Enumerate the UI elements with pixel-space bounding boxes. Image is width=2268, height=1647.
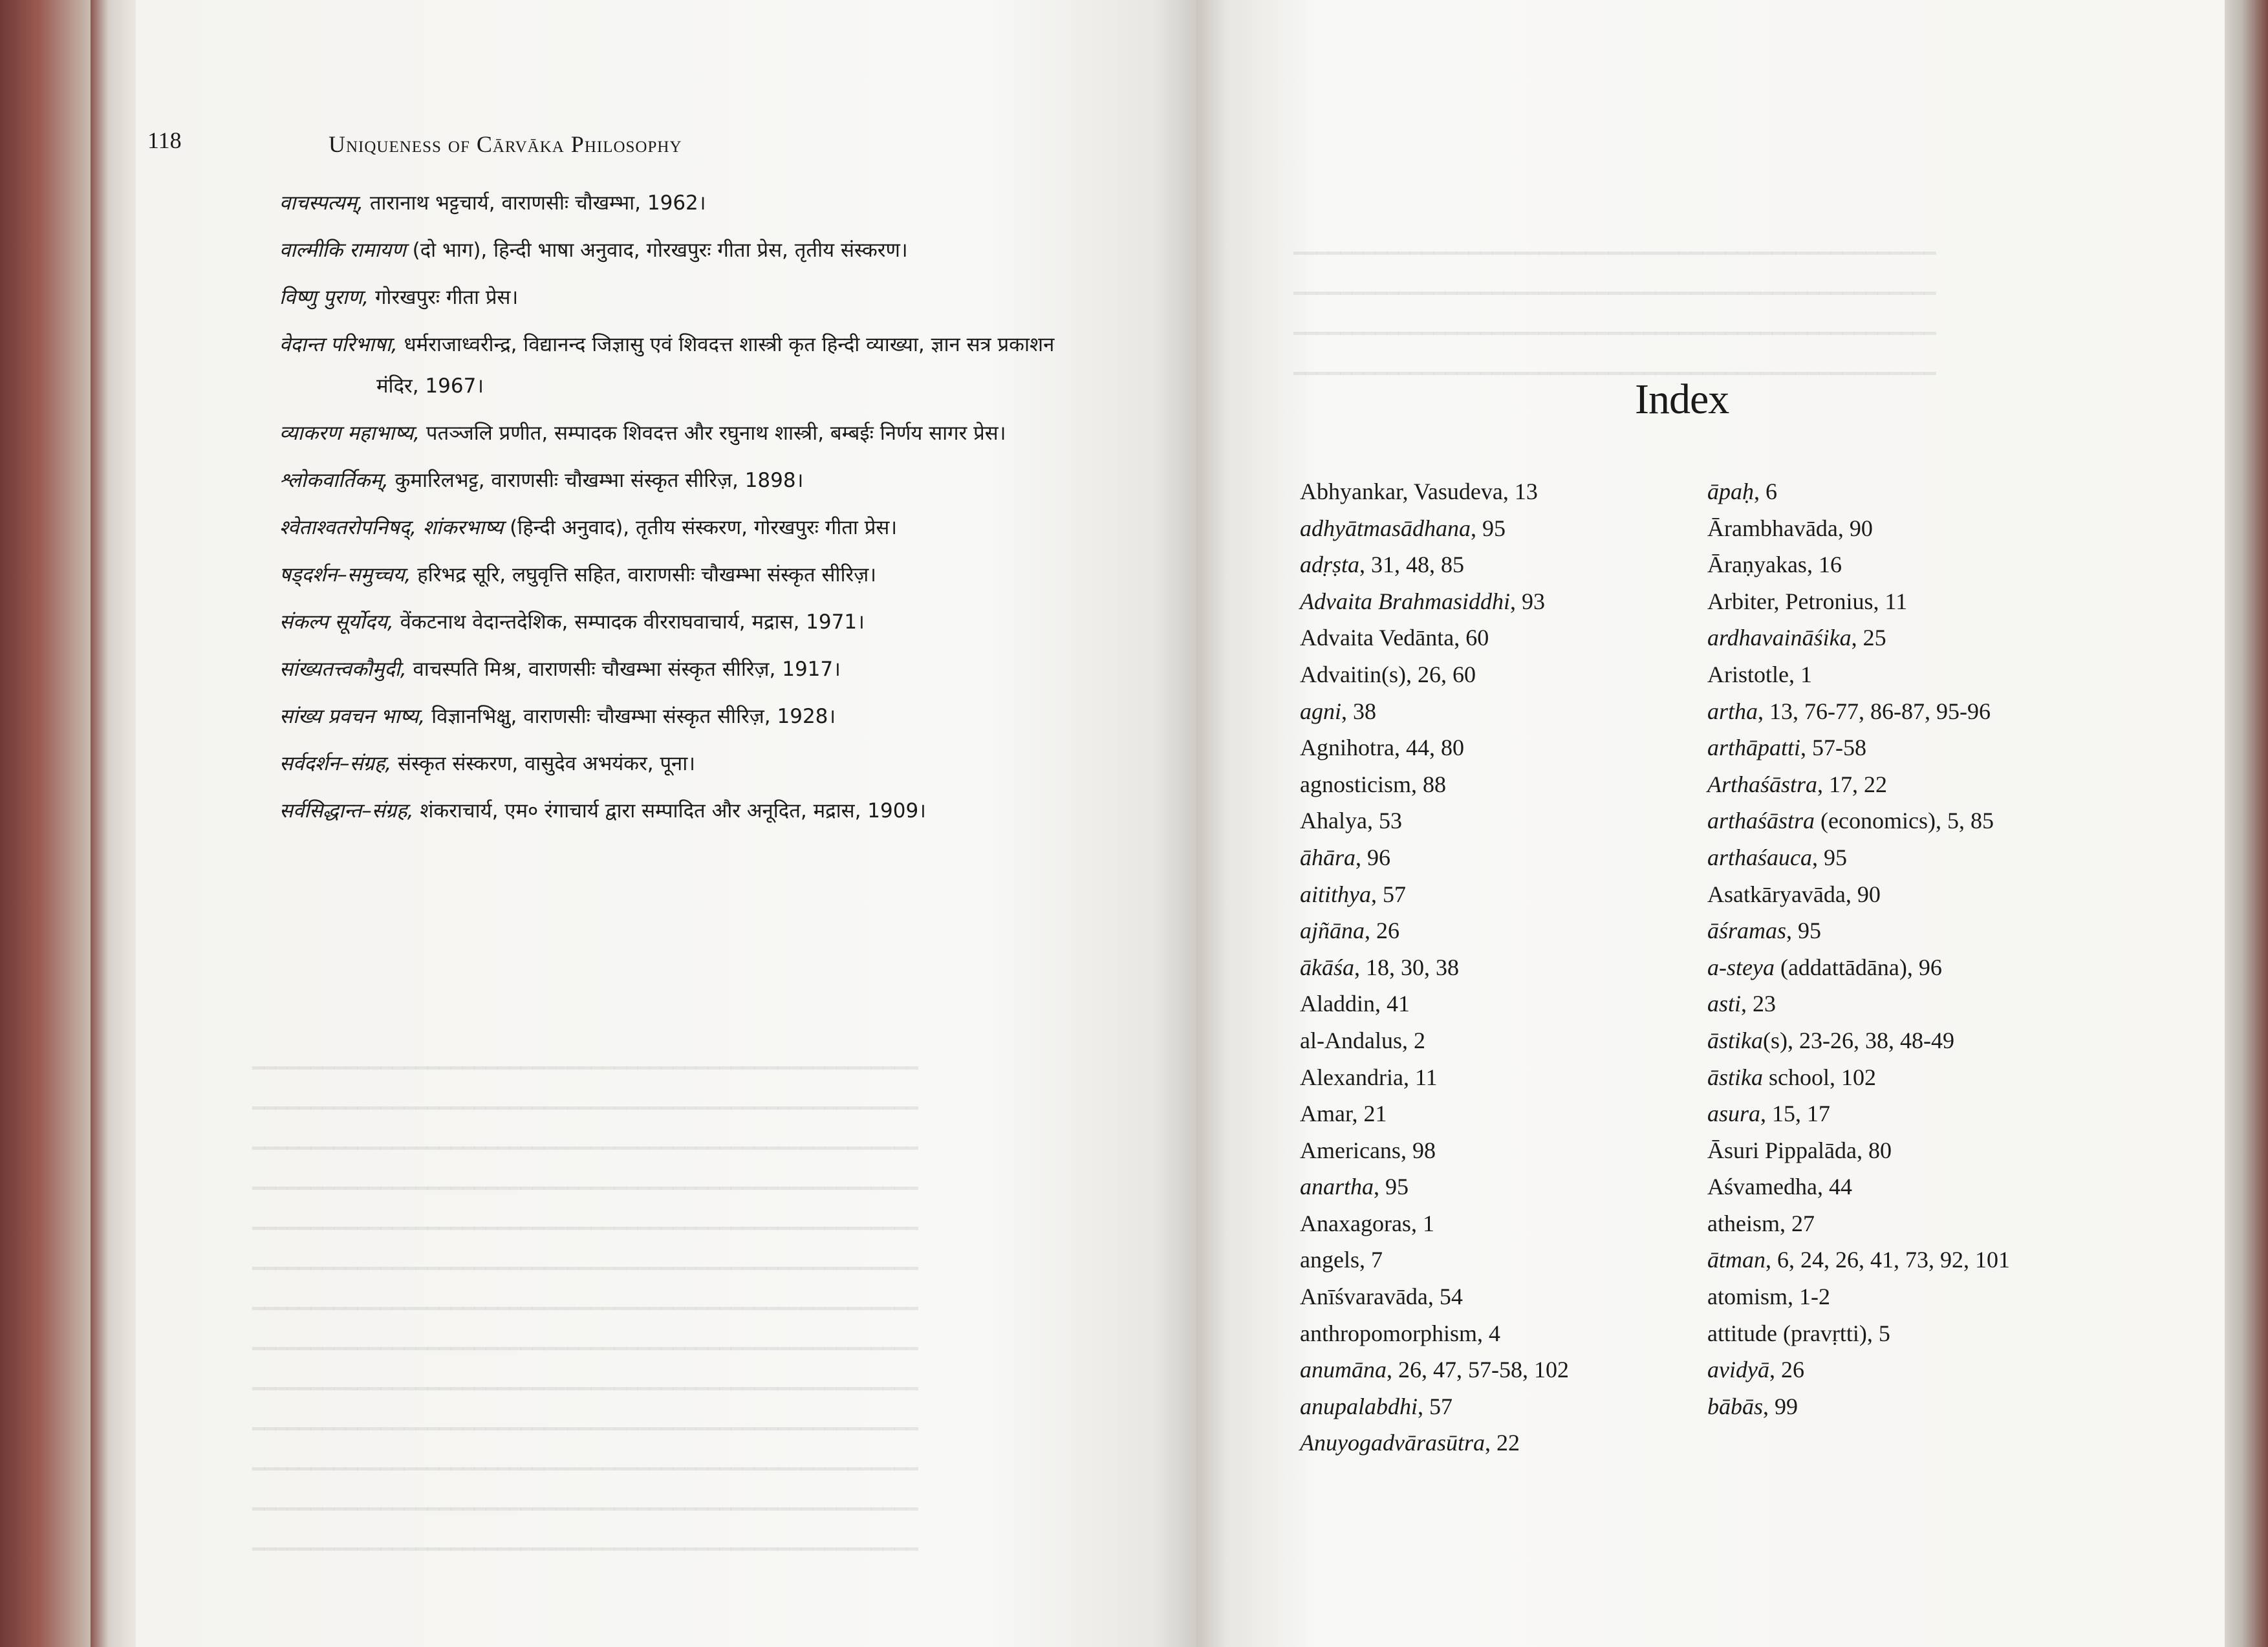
index-term: Ārambhavāda bbox=[1707, 515, 1838, 541]
bibliography-entry bbox=[279, 743, 1081, 784]
index-pages: , 95 bbox=[1374, 1174, 1409, 1200]
work-details: वाचस्पति मिश्र, वाराणसीः चौखम्भा संस्कृत सीरिज़, 1917। bbox=[406, 658, 841, 681]
index-entry bbox=[1300, 1242, 1675, 1278]
bibliography-entry bbox=[279, 413, 1081, 454]
index-term: āstika bbox=[1707, 1027, 1763, 1053]
index-entry bbox=[1300, 1205, 1675, 1242]
index-term: anupalabdhi bbox=[1300, 1393, 1418, 1419]
index-pages: , 22 bbox=[1484, 1430, 1520, 1456]
index-entry bbox=[1300, 766, 1675, 803]
index-term: Agnihotra bbox=[1300, 735, 1394, 761]
index-entry bbox=[1707, 546, 2173, 583]
work-details: हरिभद्र सूरि, लघुवृत्ति सहित, वाराणसीः चौखम्भा संस्कृत सीरिज़। bbox=[411, 563, 876, 587]
index-entry bbox=[1300, 1425, 1675, 1461]
bibliography-entry bbox=[279, 230, 1081, 271]
index-pages: , 1 bbox=[1788, 661, 1812, 687]
index-term: adhyātmasādhana bbox=[1300, 515, 1471, 541]
index-term: Advaitin(s) bbox=[1300, 661, 1406, 687]
index-term: ātman bbox=[1707, 1247, 1766, 1273]
index-entry bbox=[1707, 1242, 2173, 1278]
index-term: Ahalya bbox=[1300, 808, 1367, 834]
work-details: वेंकटनाथ वेदान्तदेशिक, सम्पादक वीरराघवाचार्य, मद्रास, 1971। bbox=[393, 610, 865, 634]
index-entry bbox=[1707, 693, 2173, 730]
index-pages: , 90 bbox=[1845, 881, 1881, 907]
index-pages: , 11 bbox=[1873, 588, 1908, 614]
index-entry bbox=[1300, 583, 1675, 620]
index-pages: , 18, 30, 38 bbox=[1354, 954, 1459, 980]
index-term: arthaśauca bbox=[1707, 844, 1812, 870]
index-pages: , 53 bbox=[1366, 808, 1402, 834]
index-entry bbox=[1300, 802, 1675, 839]
index-pages: , 96 bbox=[1355, 844, 1391, 870]
index-pages: , 98 bbox=[1400, 1137, 1436, 1163]
index-pages: , 41 bbox=[1374, 991, 1410, 1017]
index-entry bbox=[1300, 839, 1675, 876]
work-details: (दो भाग), हिन्दी भाषा अनुवाद, गोरखपुरः गीता प्रेस, तृतीय संस्करण। bbox=[405, 239, 908, 262]
index-column-2 bbox=[1707, 473, 2173, 1425]
work-title: षड्दर्शन–समुच्चय, bbox=[279, 563, 411, 587]
index-term: Alexandria bbox=[1300, 1064, 1403, 1090]
index-pages: , 16 bbox=[1806, 552, 1842, 578]
index-entry bbox=[1300, 1388, 1675, 1425]
index-entry bbox=[1300, 619, 1675, 656]
index-pages: , 23-26, 38, 48-49 bbox=[1787, 1027, 1954, 1053]
index-entry bbox=[1300, 1132, 1675, 1169]
index-entry bbox=[1300, 1168, 1675, 1205]
index-pages: , 96 bbox=[1906, 954, 1942, 980]
index-term: Āsuri Pippalāda bbox=[1707, 1137, 1857, 1163]
index-term: avidyā bbox=[1707, 1357, 1769, 1383]
index-term: Aristotle bbox=[1707, 661, 1789, 687]
index-entry bbox=[1707, 876, 2173, 913]
work-details: धर्मराजाध्वरीन्द्र, विद्यानन्द जिज्ञासु एवं शिवदत्त शास्त्री कृत हिन्दी व्याख्या, ज्ञान सत्र प्रकाशन मंदिर, 1967। bbox=[376, 333, 1055, 398]
index-entry bbox=[1300, 729, 1675, 766]
index-term-qualifier: school bbox=[1763, 1064, 1830, 1090]
index-term: adṛṣta bbox=[1300, 552, 1360, 578]
index-term: ajñāna bbox=[1300, 918, 1365, 944]
index-entry bbox=[1707, 1168, 2173, 1205]
work-details: कुमारिलभट्ट, वाराणसीः चौखम्भा संस्कृत सीरिज़, 1898। bbox=[388, 469, 804, 492]
index-term: Advaita Brahmasiddhi bbox=[1300, 588, 1510, 614]
index-entry bbox=[1707, 473, 2173, 510]
index-entry bbox=[1707, 1351, 2173, 1388]
index-entry bbox=[1300, 510, 1675, 547]
index-term: Advaita Vedānta bbox=[1300, 625, 1454, 651]
bibliography-entry bbox=[279, 554, 1081, 596]
index-pages: , 4 bbox=[1476, 1320, 1500, 1346]
index-entry bbox=[1707, 1022, 2173, 1059]
work-title: वाल्मीकि रामायण bbox=[279, 239, 406, 262]
index-term: Arthaśāstra bbox=[1707, 771, 1818, 797]
index-entry bbox=[1300, 473, 1675, 510]
index-pages: , 11 bbox=[1403, 1064, 1438, 1090]
index-pages: , 27 bbox=[1779, 1210, 1815, 1236]
index-term: Āraṇyakas bbox=[1707, 552, 1807, 578]
index-term: asura bbox=[1707, 1101, 1761, 1127]
index-term: āpaḥ bbox=[1707, 479, 1754, 504]
bleed-through-text: ━━━━━━━━━━━━━━━━━━━━━━━━━━━━━━━━━━━━━━━━━━━━━━━━━━━━━━━ ━━━━━━━━━━━━━━━━━━━━━━━━━━━━━━━━━━━━━━━━━━━━━━━━━━━━━━━ ━━━━━━━━━━━━━━━━━━━━━━━━━━━━━━━━━━━━━━━━━━━━━━━━━━━━━━━ ━━━━━━━━━━━━━━━━━━━━━━━━━━━━━━━━━━━━━━━━━━━━━━━━━━━━━━━ bbox=[1293, 242, 1936, 385]
index-pages: , 6 bbox=[1754, 479, 1777, 504]
index-pages: , 90 bbox=[1837, 515, 1873, 541]
index-term: Aśvamedha bbox=[1707, 1174, 1817, 1200]
index-entry bbox=[1300, 1022, 1675, 1059]
index-term: āśramas bbox=[1707, 918, 1787, 944]
index-term: bābās bbox=[1707, 1393, 1764, 1419]
index-term: aitithya bbox=[1300, 881, 1371, 907]
index-entry bbox=[1707, 729, 2173, 766]
index-entry bbox=[1707, 1132, 2173, 1169]
index-pages: , 21 bbox=[1352, 1101, 1387, 1127]
index-entry bbox=[1707, 1388, 2173, 1425]
index-entry bbox=[1707, 1095, 2173, 1132]
running-head: Uniqueness of Cārvāka Philosophy bbox=[329, 131, 682, 157]
index-entry bbox=[1707, 1278, 2173, 1315]
index-pages: , 31, 48, 85 bbox=[1359, 552, 1465, 578]
index-pages: , 23 bbox=[1741, 991, 1777, 1017]
right-book-edge bbox=[2225, 0, 2268, 1647]
index-pages: , 1 bbox=[1410, 1210, 1434, 1236]
work-title: सांख्यतत्त्वकौमुदी, bbox=[279, 658, 407, 681]
index-pages: , 7 bbox=[1359, 1247, 1383, 1273]
index-pages: , 54 bbox=[1427, 1284, 1463, 1310]
left-book-edge bbox=[91, 0, 136, 1647]
index-term: angels bbox=[1300, 1247, 1359, 1273]
bibliography-entry bbox=[279, 277, 1081, 318]
index-term: agnosticism bbox=[1300, 771, 1411, 797]
index-term: Anuyogadvārasūtra bbox=[1300, 1430, 1485, 1456]
index-pages: , 60 bbox=[1454, 625, 1489, 651]
index-entry bbox=[1707, 656, 2173, 693]
index-term: ākāśa bbox=[1300, 954, 1354, 980]
index-pages: , 44, 80 bbox=[1394, 735, 1464, 761]
index-term: Anīśvaravāda bbox=[1300, 1284, 1428, 1310]
index-pages: , 95 bbox=[1786, 918, 1822, 944]
index-pages: , 15, 17 bbox=[1760, 1101, 1831, 1127]
index-entry bbox=[1707, 510, 2173, 547]
index-entry bbox=[1300, 1351, 1675, 1388]
index-pages: , 95 bbox=[1471, 515, 1506, 541]
index-entry bbox=[1300, 1278, 1675, 1315]
work-details: शंकराचार्य, एम० रंगाचार्य द्वारा सम्पादित और अनूदित, मद्रास, 1909। bbox=[413, 799, 926, 823]
index-pages: , 95 bbox=[1812, 844, 1847, 870]
index-entry bbox=[1707, 766, 2173, 803]
index-pages: , 26 bbox=[1769, 1357, 1804, 1383]
work-title: सांख्य प्रवचन भाष्य, bbox=[279, 705, 426, 728]
index-term: anartha bbox=[1300, 1174, 1374, 1200]
index-term: anumāna bbox=[1300, 1357, 1387, 1383]
index-term: asti bbox=[1707, 991, 1742, 1017]
bibliography-entry bbox=[279, 601, 1081, 643]
work-details: पतञ्जलि प्रणीत, सम्पादक शिवदत्त और रघुनाथ शास्त्री, बम्बईः निर्णय सागर प्रेस। bbox=[420, 422, 1006, 445]
bibliography-entry bbox=[279, 324, 1081, 407]
index-pages: , 13 bbox=[1502, 479, 1538, 504]
index-term: arthaśāstra bbox=[1707, 808, 1815, 834]
index-term: Amar bbox=[1300, 1101, 1352, 1127]
index-entry bbox=[1707, 802, 2173, 839]
index-term: āhāra bbox=[1300, 844, 1356, 870]
work-title: संकल्प सूर्योदय, bbox=[279, 610, 394, 634]
work-title: सर्वसिद्धान्त–संग्रह, bbox=[279, 799, 414, 823]
index-pages: , 13, 76-77, 86-87, 95-96 bbox=[1758, 698, 1991, 724]
index-column-1 bbox=[1300, 473, 1675, 1461]
index-entry bbox=[1707, 619, 2173, 656]
index-term: ardhavaināśika bbox=[1707, 625, 1852, 651]
index-pages: , 2 bbox=[1401, 1027, 1425, 1053]
index-term: Aladdin bbox=[1300, 991, 1375, 1017]
bibliography-entry bbox=[279, 182, 1081, 224]
index-pages: , 26, 60 bbox=[1405, 661, 1476, 687]
index-term-qualifier: (s) bbox=[1763, 1027, 1787, 1053]
bibliography-entry bbox=[279, 790, 1081, 832]
index-term: Americans bbox=[1300, 1137, 1401, 1163]
work-details: (हिन्दी अनुवाद), तृतीय संस्करण, गोरखपुरः गीता प्रेस। bbox=[503, 516, 898, 539]
index-term: al-Andalus bbox=[1300, 1027, 1402, 1053]
index-term: arthāpatti bbox=[1707, 735, 1801, 761]
work-details: विज्ञानभिक्षु, वाराणसीः चौखम्भा संस्कृत सीरिज़, 1928। bbox=[425, 705, 836, 728]
index-pages: , 17, 22 bbox=[1817, 771, 1888, 797]
index-pages: , 38 bbox=[1341, 698, 1377, 724]
index-entry bbox=[1300, 876, 1675, 913]
index-pages: , 5 bbox=[1866, 1320, 1890, 1346]
index-term-qualifier: (addattādāna) bbox=[1774, 954, 1907, 980]
bibliography-entry bbox=[279, 507, 1081, 548]
index-term: anthropomorphism bbox=[1300, 1320, 1477, 1346]
index-entry bbox=[1707, 1315, 2173, 1352]
index-pages: , 80 bbox=[1856, 1137, 1892, 1163]
work-title: श्लोकवार्तिकम्, bbox=[279, 469, 389, 492]
page-number: 118 bbox=[147, 127, 182, 153]
index-pages: , 99 bbox=[1763, 1393, 1798, 1419]
work-title: वेदान्त परिभाषा, bbox=[279, 333, 398, 356]
index-term: atheism bbox=[1707, 1210, 1780, 1236]
work-details: संस्कृत संस्करण, वासुदेव अभयंकर, पूना। bbox=[391, 752, 696, 775]
bleed-through-text: ━━━━━━━━━━━━━━━━━━━━━━━━━━━━━━━━━━━━━━━━━━━━━━━━━━━━━━━━━ ━━━━━━━━━━━━━━━━━━━━━━━━━━━━━━━━━━━━━━━━━━━━━━━━━━━━━━━━━ ━━━━━━━━━━━━━━━━━━━━━━━━━━━━━━━━━━━━━━━━━━━━━━━━━━━━━━━━━ ━━━━━━━━━━━━━━━━━━━━━━━━━━━━━━━━━━━━━━━━━━━━━━━━━━━━━━━━━ ━━━━━━━━━━━━━━━━━━━━━━━━━━━━━━━━━━━━━━━━━━━━━━━━━━━━━━━━━ ━━━━━━━━━━━━━━━━━━━━━━━━━━━━━━━━━━━━━━━━━━━━━━━━━━━━━━━━━ ━━━━━━━━━━━━━━━━━━━━━━━━━━━━━━━━━━━━━━━━━━━━━━━━━━━━━━━━━ ━━━━━━━━━━━━━━━━━━━━━━━━━━━━━━━━━━━━━━━━━━━━━━━━━━━━━━━━━ ━━━━━━━━━━━━━━━━━━━━━━━━━━━━━━━━━━━━━━━━━━━━━━━━━━━━━━━━━ ━━━━━━━━━━━━━━━━━━━━━━━━━━━━━━━━━━━━━━━━━━━━━━━━━━━━━━━━━ ━━━━━━━━━━━━━━━━━━━━━━━━━━━━━━━━━━━━━━━━━━━━━━━━━━━━━━━━━ ━━━━━━━━━━━━━━━━━━━━━━━━━━━━━━━━━━━━━━━━━━━━━━━━━━━━━━━━━ ━━━━━━━━━━━━━━━━━━━━━━━━━━━━━━━━━━━━━━━━━━━━━━━━━━━━━━━━━ bbox=[252, 1057, 918, 1561]
index-term: atomism bbox=[1707, 1284, 1787, 1310]
index-entry bbox=[1300, 656, 1675, 693]
index-pages: , 1-2 bbox=[1787, 1284, 1830, 1310]
index-term: Asatkāryavāda bbox=[1707, 881, 1846, 907]
index-term-qualifier: (economics) bbox=[1815, 808, 1936, 834]
index-term: artha bbox=[1707, 698, 1758, 724]
index-term: Anaxagoras bbox=[1300, 1210, 1411, 1236]
index-entry bbox=[1300, 1315, 1675, 1352]
work-title: सर्वदर्शन–संग्रह, bbox=[279, 752, 392, 775]
bibliography-entry bbox=[279, 696, 1081, 737]
index-entry bbox=[1300, 693, 1675, 730]
index-term: attitude (pravṛtti) bbox=[1707, 1320, 1867, 1346]
index-entry bbox=[1300, 1059, 1675, 1096]
index-entry bbox=[1707, 985, 2173, 1022]
index-entry bbox=[1707, 1059, 2173, 1096]
index-term: agni bbox=[1300, 698, 1342, 724]
bibliography-entry bbox=[279, 649, 1081, 690]
index-pages: , 26, 47, 57-58, 102 bbox=[1387, 1357, 1569, 1383]
index-entry bbox=[1300, 985, 1675, 1022]
index-entry bbox=[1707, 583, 2173, 620]
index-pages: , 26 bbox=[1365, 918, 1400, 944]
index-pages: , 102 bbox=[1830, 1064, 1876, 1090]
index-term: āstika bbox=[1707, 1064, 1763, 1090]
work-details: तारानाथ भट्टचार्य, वाराणसीः चौखम्भा, 1962। bbox=[363, 191, 706, 215]
bibliography-list bbox=[279, 182, 1081, 837]
index-entry bbox=[1707, 949, 2173, 986]
index-term: Arbiter, Petronius bbox=[1707, 588, 1874, 614]
index-pages: , 57 bbox=[1371, 881, 1406, 907]
index-entry bbox=[1707, 839, 2173, 876]
bibliography-entry bbox=[279, 460, 1081, 501]
work-details: गोरखपुरः गीता प्रेस। bbox=[369, 286, 519, 309]
index-term: Abhyankar, Vasudeva bbox=[1300, 479, 1503, 504]
index-pages: , 93 bbox=[1509, 588, 1545, 614]
index-pages: , 6, 24, 26, 41, 73, 92, 101 bbox=[1766, 1247, 2010, 1273]
index-entry bbox=[1300, 912, 1675, 949]
index-pages: , 5, 85 bbox=[1935, 808, 1994, 834]
index-pages: , 44 bbox=[1817, 1174, 1852, 1200]
index-entry bbox=[1707, 1205, 2173, 1242]
work-title: वाचस्पत्यम्, bbox=[279, 191, 363, 215]
work-title: श्वेताश्वतरोपनिषद्, शांकरभाष्य bbox=[279, 516, 504, 539]
index-pages: , 25 bbox=[1851, 625, 1886, 651]
index-term: a-steya bbox=[1707, 954, 1775, 980]
index-pages: , 57-58 bbox=[1800, 735, 1867, 761]
work-title: व्याकरण महाभाष्य, bbox=[279, 422, 420, 445]
index-entry bbox=[1300, 1095, 1675, 1132]
index-entry bbox=[1707, 912, 2173, 949]
index-entry bbox=[1300, 546, 1675, 583]
index-entry bbox=[1300, 949, 1675, 986]
index-pages: , 88 bbox=[1410, 771, 1446, 797]
index-pages: , 57 bbox=[1418, 1393, 1453, 1419]
work-title: विष्णु पुराण, bbox=[279, 286, 369, 309]
index-title: Index bbox=[1635, 376, 1729, 423]
